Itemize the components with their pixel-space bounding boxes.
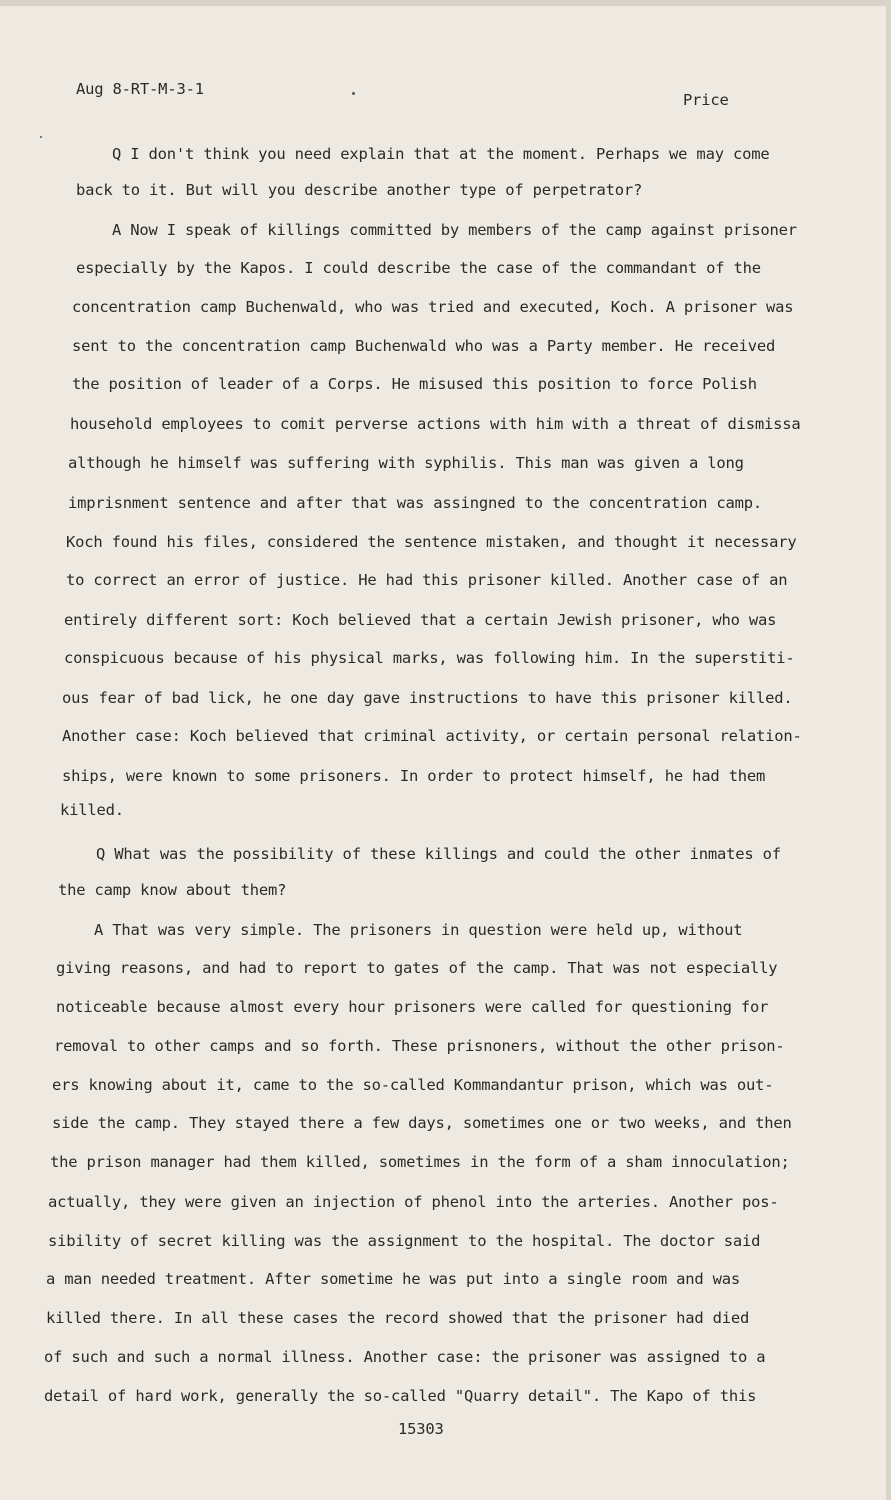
text-line: imprisnment sentence and after that was assingned to the concentration camp. (68, 494, 763, 512)
text-line: Koch found his files, considered the sentence mistaken, and thought it necessary (66, 533, 797, 551)
ink-speck (40, 136, 42, 138)
page-top-edge (0, 0, 891, 6)
text-line: Q What was the possibility of these killings and could the other inmates of (96, 845, 781, 863)
text-line: a man needed treatment. After sometime he was put into a single room and was (46, 1270, 741, 1288)
text-line: killed. (60, 801, 124, 819)
text-line: the prison manager had them killed, sometimes in the form of a sham innoculation; (50, 1153, 790, 1171)
text-line: ships, were known to some prisoners. In order to protect himself, he had them (62, 767, 766, 785)
text-line: Q I don't think you need explain that at the moment. Perhaps we may come (112, 145, 770, 163)
text-line: the camp know about them? (58, 881, 287, 899)
text-line: removal to other camps and so forth. These prisnoners, without the other prison- (54, 1037, 785, 1055)
text-line: conspicuous because of his physical marks, was following him. In the superstiti- (64, 649, 795, 667)
text-line: actually, they were given an injection of phenol into the arteries. Another pos- (48, 1193, 779, 1211)
text-line: detail of hard work, generally the so-called "Quarry detail". The Kapo of this (44, 1387, 757, 1405)
text-line: A That was very simple. The prisoners in question were held up, without (94, 921, 743, 939)
page-number: 15303 (398, 1420, 444, 1438)
text-line: concentration camp Buchenwald, who was tried and executed, Koch. A prisoner was (72, 298, 794, 316)
text-line: noticeable because almost every hour prisoners were called for questioning for (56, 998, 769, 1016)
text-line: ous fear of bad lick, he one day gave instructions to have this prisoner killed. (62, 689, 793, 707)
document-id: Aug 8-RT-M-3-1 (76, 80, 204, 98)
text-line: back to it. But will you describe another type of perpetrator? (76, 181, 643, 199)
text-line: A Now I speak of killings committed by members of the camp against prisoner (112, 221, 797, 239)
text-line: sibility of secret killing was the assignment to the hospital. The doctor said (48, 1232, 761, 1250)
ink-speck (352, 92, 355, 95)
witness-name: Price (683, 91, 729, 109)
text-line: although he himself was suffering with syphilis. This man was given a long (68, 454, 744, 472)
text-line: side the camp. They stayed there a few days, sometimes one or two weeks, and then (52, 1114, 792, 1132)
page-right-edge (886, 0, 891, 1500)
text-line: especially by the Kapos. I could describe the case of the commandant of the (76, 259, 761, 277)
text-line: entirely different sort: Koch believed that a certain Jewish prisoner, who was (64, 611, 777, 629)
text-line: household employees to comit perverse actions with him with a threat of dismissa (70, 415, 801, 433)
text-line: killed there. In all these cases the record showed that the prisoner had died (46, 1309, 750, 1327)
text-line: ers knowing about it, came to the so-called Kommandantur prison, which was out- (52, 1076, 774, 1094)
text-line: sent to the concentration camp Buchenwald who was a Party member. He received (72, 337, 776, 355)
text-line: the position of leader of a Corps. He misused this position to force Polish (72, 375, 757, 393)
text-line: Another case: Koch believed that criminal activity, or certain personal relation- (62, 727, 802, 745)
text-line: to correct an error of justice. He had this prisoner killed. Another case of an (66, 571, 788, 589)
text-line: of such and such a normal illness. Another case: the prisoner was assigned to a (44, 1348, 766, 1366)
text-line: giving reasons, and had to report to gates of the camp. That was not especially (56, 959, 778, 977)
